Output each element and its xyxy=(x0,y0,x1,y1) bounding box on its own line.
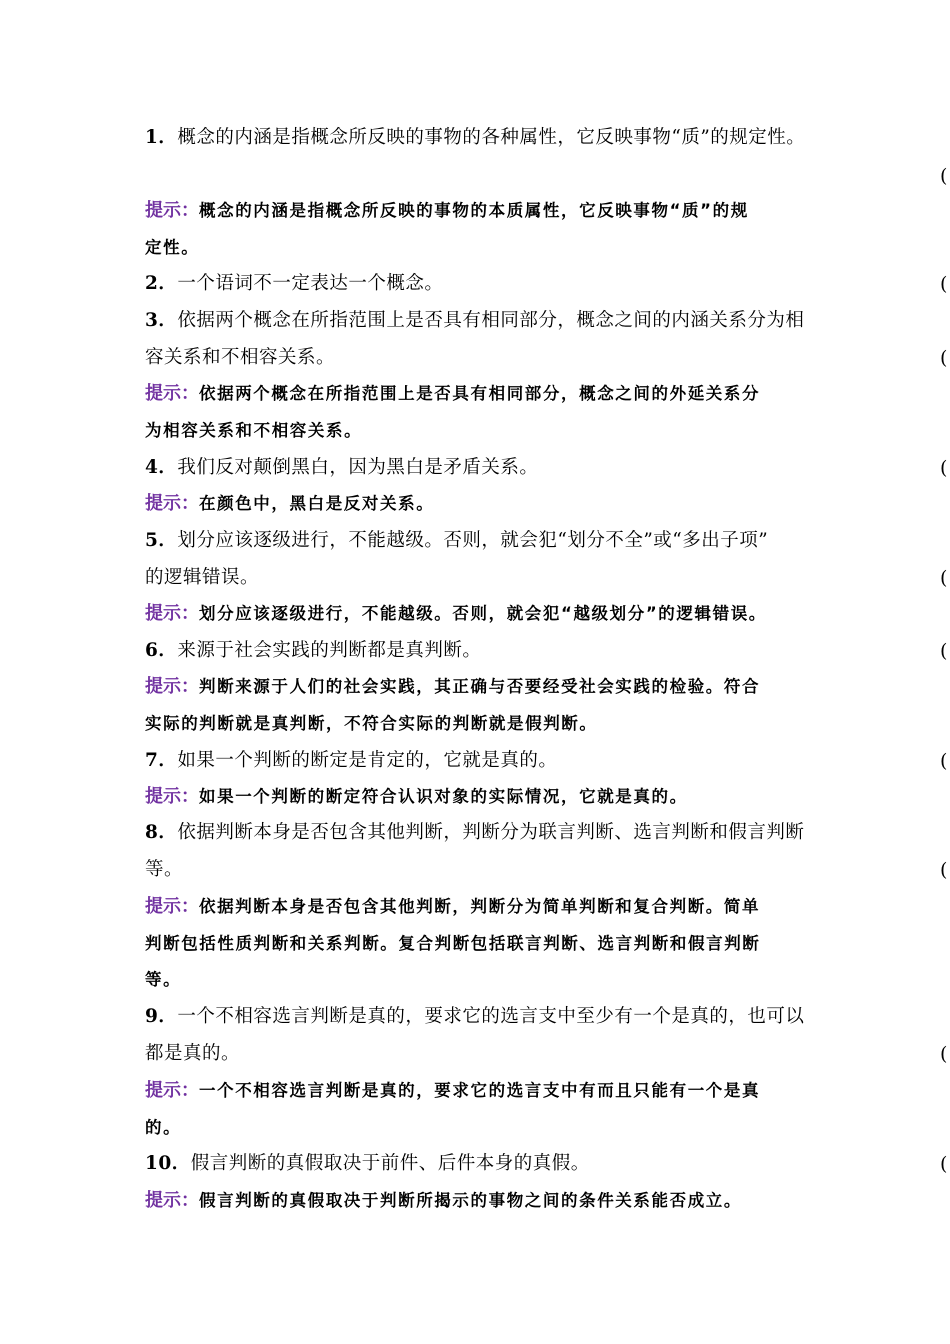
question-number: 9． xyxy=(145,1006,178,1027)
hint-line xyxy=(145,896,760,918)
hint-label: 提示： xyxy=(145,493,199,514)
answer-paren: ( xyxy=(940,750,948,772)
question-number: 6． xyxy=(145,640,178,661)
hint-text: 在颜色中，黑白是反对关系。 xyxy=(199,494,435,513)
question-line xyxy=(145,457,538,479)
question-number: 1． xyxy=(145,127,178,148)
hint-label: 提示： xyxy=(145,896,199,917)
hint-text: 假言判断的真假取决于判断所揭示的事物之间的条件关系能否成立。 xyxy=(199,1191,742,1210)
question-line xyxy=(145,822,804,844)
hint-line xyxy=(145,676,760,698)
hint-line xyxy=(145,603,767,625)
hint-line xyxy=(145,969,181,991)
hint-line xyxy=(145,493,434,515)
hint-line xyxy=(145,713,598,735)
hint-label: 提示： xyxy=(145,1080,199,1101)
hint-line xyxy=(145,786,688,808)
question-text: 的逻辑错误。 xyxy=(145,567,260,588)
question-text: 依据判断本身是否包含其他判断，判断分为联言判断、选言判断和假言判断 xyxy=(177,822,805,843)
hint-label: 提示： xyxy=(145,603,199,624)
question-line xyxy=(145,127,805,149)
hint-text: 判断来源于人们的社会实践，其正确与否要经受社会实践的检验。符合 xyxy=(199,677,761,696)
hint-text: 实际的判断就是真判断，不符合实际的判断就是假判断。 xyxy=(145,714,598,733)
answer-paren: ( xyxy=(940,273,948,295)
hint-label: 提示： xyxy=(145,1190,199,1211)
question-line xyxy=(145,273,443,295)
hint-line xyxy=(145,1080,760,1102)
answer-paren: ( xyxy=(940,1153,948,1175)
hint-label: 提示： xyxy=(145,383,199,404)
hint-text: 如果一个判断的断定符合认识对象的实际情况，它就是真的。 xyxy=(199,787,688,806)
hint-line xyxy=(145,200,749,222)
hint-text: 依据判断本身是否包含其他判断，判断分为简单判断和复合判断。简单 xyxy=(199,897,761,916)
question-text: 如果一个判断的断定是肯定的，它就是真的。 xyxy=(177,750,558,771)
hint-label: 提示： xyxy=(145,786,199,807)
question-text: 等。 xyxy=(145,859,184,880)
question-text: 划分应该逐级进行，不能越级。否则，就会犯“划分不全”或“多出子项” xyxy=(177,530,769,551)
question-text: 假言判断的真假取决于前件、后件本身的真假。 xyxy=(190,1153,590,1174)
hint-text: 等。 xyxy=(145,970,182,989)
hint-line xyxy=(145,933,760,955)
hint-text: 一个不相容选言判断是真的，要求它的选言支中有而且只能有一个是真 xyxy=(199,1081,761,1100)
answer-paren: ( xyxy=(940,347,948,369)
question-number: 10． xyxy=(145,1153,191,1174)
question-text: 一个语词不一定表达一个概念。 xyxy=(177,273,444,294)
question-line xyxy=(145,1153,590,1175)
question-text: 一个不相容选言判断是真的，要求它的选言支中至少有一个是真的，也可以 xyxy=(177,1006,805,1027)
question-number: 5． xyxy=(145,530,178,551)
hint-text: 依据两个概念在所指范围上是否具有相同部分，概念之间的外延关系分 xyxy=(199,384,761,403)
question-line xyxy=(145,310,804,332)
question-line xyxy=(145,640,481,662)
question-number: 7． xyxy=(145,750,178,771)
question-number: 4． xyxy=(145,457,178,478)
answer-paren: ( xyxy=(940,457,948,479)
hint-text: 的。 xyxy=(145,1118,182,1137)
hint-line xyxy=(145,420,362,442)
question-line xyxy=(145,750,557,772)
question-line xyxy=(145,1043,240,1065)
answer-paren: ( xyxy=(940,567,948,589)
hint-line xyxy=(145,1190,742,1212)
answer-paren: ( xyxy=(940,165,948,187)
hint-line xyxy=(145,383,760,405)
answer-paren: ( xyxy=(940,1043,948,1065)
answer-paren: ( xyxy=(940,640,948,662)
question-line xyxy=(145,567,259,589)
hint-text: 概念的内涵是指概念所反映的事物的本质属性，它反映事物“质”的规 xyxy=(199,201,749,220)
hint-line xyxy=(145,237,199,259)
question-number: 8． xyxy=(145,822,178,843)
hint-line xyxy=(145,1117,181,1139)
answer-paren: ( xyxy=(940,859,948,881)
question-line xyxy=(145,1006,804,1028)
question-text: 概念的内涵是指概念所反映的事物的各种属性，它反映事物“质”的规定性。 xyxy=(177,127,806,148)
question-text: 都是真的。 xyxy=(145,1043,241,1064)
question-line xyxy=(145,859,183,881)
question-text: 来源于社会实践的判断都是真判断。 xyxy=(177,640,482,661)
question-number: 2． xyxy=(145,273,178,294)
question-line xyxy=(145,347,335,369)
question-text: 容关系和不相容关系。 xyxy=(145,347,336,368)
question-text: 依据两个概念在所指范围上是否具有相同部分，概念之间的内涵关系分为相 xyxy=(177,310,805,331)
hint-label: 提示： xyxy=(145,676,199,697)
hint-text: 为相容关系和不相容关系。 xyxy=(145,421,363,440)
question-text: 我们反对颠倒黑白，因为黑白是矛盾关系。 xyxy=(177,457,539,478)
hint-label: 提示： xyxy=(145,200,199,221)
question-line xyxy=(145,530,768,552)
question-number: 3． xyxy=(145,310,178,331)
hint-text: 定性。 xyxy=(145,238,200,257)
hint-text: 划分应该逐级进行，不能越级。否则，就会犯“越级划分”的逻辑错误。 xyxy=(199,604,767,623)
hint-text: 判断包括性质判断和关系判断。复合判断包括联言判断、选言判断和假言判断 xyxy=(145,934,761,953)
